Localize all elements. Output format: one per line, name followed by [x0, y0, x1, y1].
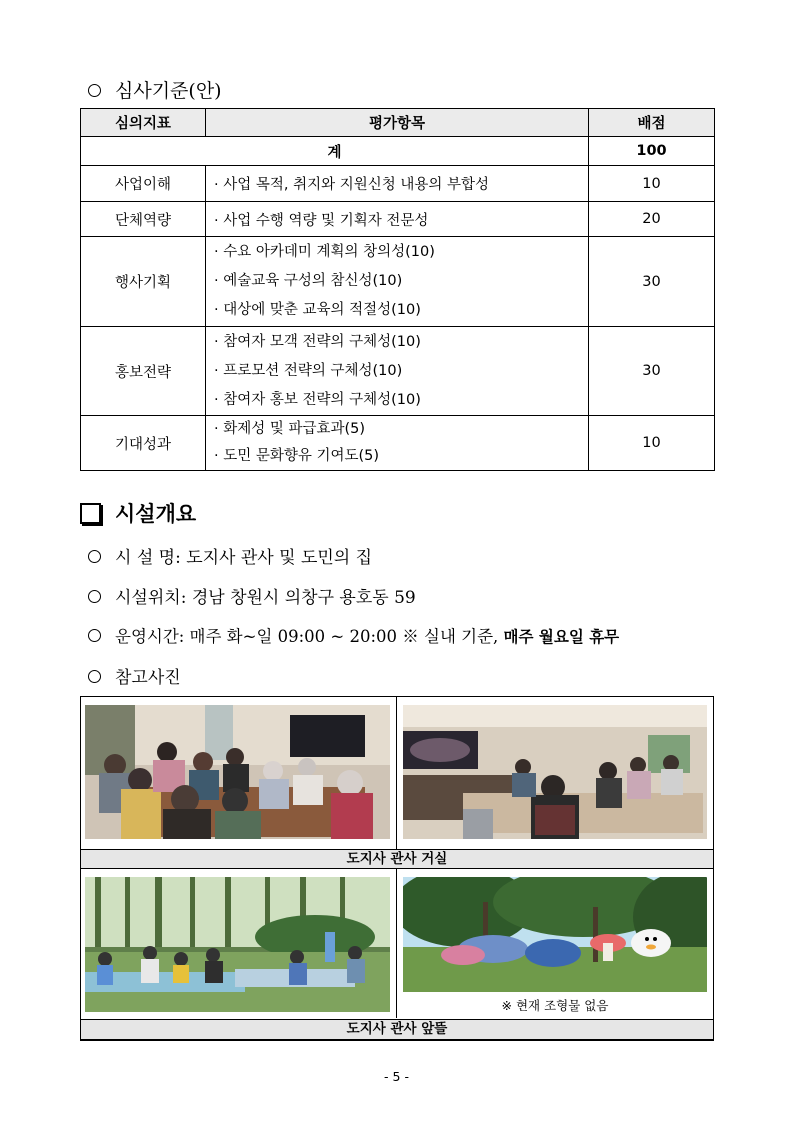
- photos-heading-line: [88, 663, 181, 688]
- circle-bullet-icon: [88, 84, 101, 97]
- row-category: 단체역량: [81, 202, 206, 237]
- row-item: · 사업 목적, 취지와 지원신청 내용의 부합성: [214, 177, 489, 193]
- criteria-row: [81, 327, 715, 416]
- row-item: · 예술교육 구성의 참신성(10): [214, 273, 403, 289]
- row-score: 10: [589, 166, 715, 202]
- facility-hours-line: [88, 623, 619, 647]
- circle-bullet-icon: [88, 629, 101, 642]
- front-yard-photo-2: [403, 877, 707, 992]
- row-category: 행사기획: [81, 237, 206, 327]
- header-items: 평가항목: [206, 109, 589, 137]
- criteria-row: [81, 166, 715, 202]
- row-item: · 화제성 및 파급효과(5): [214, 421, 366, 437]
- row-score: 30: [589, 327, 715, 416]
- facility-heading-line: [80, 498, 196, 528]
- criteria-total-row: [81, 137, 715, 166]
- photo-caption-front-yard: 도지사 관사 앞뜰: [80, 1019, 714, 1040]
- front-yard-photo-1: [85, 877, 390, 1012]
- row-score: 10: [589, 416, 715, 471]
- facility-hours-closed: 매주 월요일 휴무: [503, 628, 620, 646]
- circle-bullet-icon: [88, 550, 101, 563]
- facility-location-line: [88, 583, 416, 608]
- row-score: 30: [589, 237, 715, 327]
- criteria-heading-line: [88, 76, 222, 103]
- criteria-header-row: [81, 109, 715, 137]
- checkbox-square-icon: [80, 503, 101, 524]
- row-item: · 수요 아카데미 계획의 창의성(10): [214, 244, 435, 260]
- photo-divider: [396, 868, 397, 1018]
- criteria-row: [81, 202, 715, 237]
- criteria-heading: 심사기준(안): [115, 80, 222, 102]
- row-score: 20: [589, 202, 715, 237]
- row-item: · 참여자 홍보 전략의 구체성(10): [214, 391, 421, 408]
- photos-heading: 참고사진: [115, 668, 181, 688]
- row-category: 기대성과: [81, 416, 206, 471]
- total-score: 100: [589, 137, 715, 166]
- facility-name-line: [88, 543, 372, 568]
- living-room-photo-2: [403, 705, 707, 839]
- header-score: 배점: [589, 109, 715, 137]
- facility-hours: 운영시간: 매주 화~일 09:00 ~ 20:00 ※ 실내 기준,: [115, 627, 499, 646]
- criteria-row: [81, 416, 715, 471]
- criteria-row: [81, 237, 715, 327]
- photo-caption-living-room: 도지사 관사 거실: [80, 849, 714, 869]
- row-category: 홍보전략: [81, 327, 206, 416]
- page-number: - 5 -: [384, 1069, 409, 1084]
- facility-name: 시 설 명: 도지사 관사 및 도민의 집: [115, 548, 373, 568]
- circle-bullet-icon: [88, 590, 101, 603]
- photo-divider: [396, 697, 397, 849]
- living-room-photo-1: [85, 705, 390, 839]
- facility-title: 시설개요: [115, 502, 197, 526]
- row-item: · 도민 문화향유 기여도(5): [214, 448, 380, 464]
- header-category: 심의지표: [81, 109, 206, 137]
- row-item: · 프로모션 전략의 구체성(10): [214, 362, 403, 379]
- criteria-table: [80, 108, 715, 471]
- row-item: · 사업 수행 역량 및 기획자 전문성: [214, 212, 429, 229]
- row-item: · 참여자 모객 전략의 구체성(10): [214, 333, 421, 350]
- row-category: 사업이해: [81, 166, 206, 202]
- facility-location: 시설위치: 경남 창원시 의창구 용호동 59: [115, 588, 416, 608]
- photo-note: ※ 현재 조형물 없음: [501, 998, 609, 1013]
- row-item: · 대상에 맞춘 교육의 적절성(10): [214, 302, 421, 318]
- circle-bullet-icon: [88, 670, 101, 683]
- total-label: 계: [81, 137, 589, 166]
